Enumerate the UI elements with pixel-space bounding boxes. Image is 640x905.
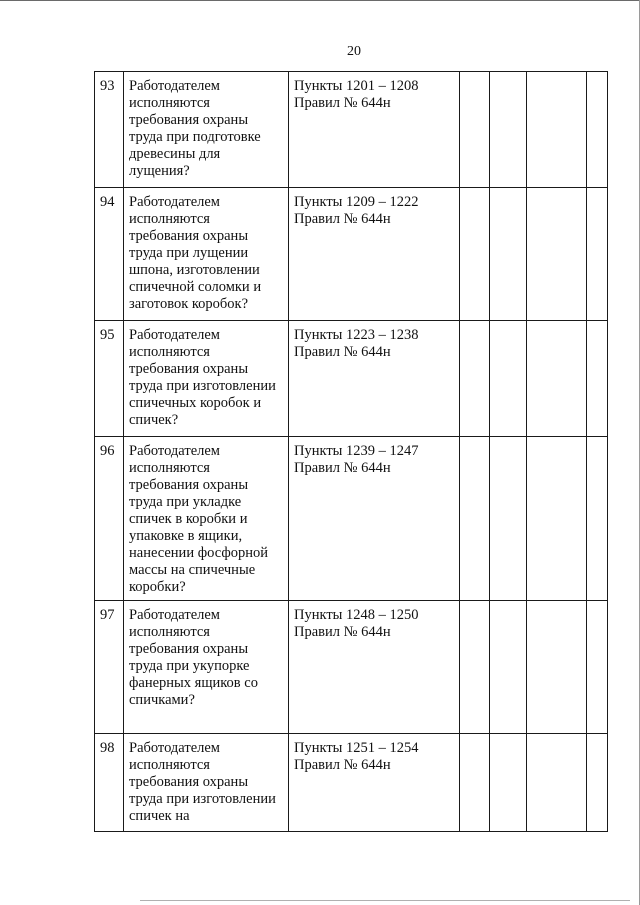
answer-yes-cell[interactable] bbox=[460, 321, 490, 437]
legal-reference: Пункты 1209 – 1222 Правил № 644н bbox=[289, 188, 460, 321]
answer-not-applicable-cell[interactable] bbox=[527, 321, 587, 437]
legal-reference: Пункты 1201 – 1208 Правил № 644н bbox=[289, 72, 460, 188]
answer-yes-cell[interactable] bbox=[460, 437, 490, 601]
answer-yes-cell[interactable] bbox=[460, 188, 490, 321]
table-row bbox=[95, 437, 608, 601]
notes-cell[interactable] bbox=[587, 437, 608, 601]
answer-no-cell[interactable] bbox=[490, 734, 527, 832]
row-number: 93 bbox=[95, 72, 124, 188]
answer-no-cell[interactable] bbox=[490, 321, 527, 437]
table-row bbox=[95, 734, 608, 832]
answer-not-applicable-cell[interactable] bbox=[527, 437, 587, 601]
answer-yes-cell[interactable] bbox=[460, 72, 490, 188]
row-number: 97 bbox=[95, 601, 124, 734]
notes-cell[interactable] bbox=[587, 734, 608, 832]
notes-cell[interactable] bbox=[587, 321, 608, 437]
page-number: 20 bbox=[347, 44, 361, 59]
answer-not-applicable-cell[interactable] bbox=[527, 72, 587, 188]
scan-edge-bottom bbox=[140, 900, 630, 901]
requirement-question: Работодателем исполняются требования охраны труда при лущении шпона, изготовлении спичечной соломки и заготовок коробок? bbox=[124, 188, 289, 321]
table-row bbox=[95, 321, 608, 437]
row-number: 98 bbox=[95, 734, 124, 832]
answer-not-applicable-cell[interactable] bbox=[527, 188, 587, 321]
legal-reference: Пункты 1239 – 1247 Правил № 644н bbox=[289, 437, 460, 601]
answer-yes-cell[interactable] bbox=[460, 734, 490, 832]
answer-no-cell[interactable] bbox=[490, 601, 527, 734]
checklist-table bbox=[94, 71, 608, 832]
requirement-question: Работодателем исполняются требования охраны труда при укладке спичек в коробки и упаковке в ящики, нанесении фосфорной массы на спичечные коробки? bbox=[124, 437, 289, 601]
row-number: 94 bbox=[95, 188, 124, 321]
requirement-question: Работодателем исполняются требования охраны труда при укупорке фанерных ящиков со спичками? bbox=[124, 601, 289, 734]
answer-yes-cell[interactable] bbox=[460, 601, 490, 734]
answer-no-cell[interactable] bbox=[490, 72, 527, 188]
scan-edge-top bbox=[0, 0, 640, 1]
notes-cell[interactable] bbox=[587, 601, 608, 734]
row-number: 96 bbox=[95, 437, 124, 601]
answer-not-applicable-cell[interactable] bbox=[527, 734, 587, 832]
requirement-question: Работодателем исполняются требования охраны труда при подготовке древесины для лущения? bbox=[124, 72, 289, 188]
legal-reference: Пункты 1251 – 1254 Правил № 644н bbox=[289, 734, 460, 832]
table-row bbox=[95, 72, 608, 188]
answer-not-applicable-cell[interactable] bbox=[527, 601, 587, 734]
notes-cell[interactable] bbox=[587, 72, 608, 188]
table-row bbox=[95, 188, 608, 321]
requirement-question: Работодателем исполняются требования охраны труда при изготовлении спичечных коробок и спичек? bbox=[124, 321, 289, 437]
legal-reference: Пункты 1223 – 1238 Правил № 644н bbox=[289, 321, 460, 437]
table-row bbox=[95, 601, 608, 734]
row-number: 95 bbox=[95, 321, 124, 437]
answer-no-cell[interactable] bbox=[490, 437, 527, 601]
legal-reference: Пункты 1248 – 1250 Правил № 644н bbox=[289, 601, 460, 734]
notes-cell[interactable] bbox=[587, 188, 608, 321]
requirement-question: Работодателем исполняются требования охраны труда при изготовлении спичек на bbox=[124, 734, 289, 832]
answer-no-cell[interactable] bbox=[490, 188, 527, 321]
